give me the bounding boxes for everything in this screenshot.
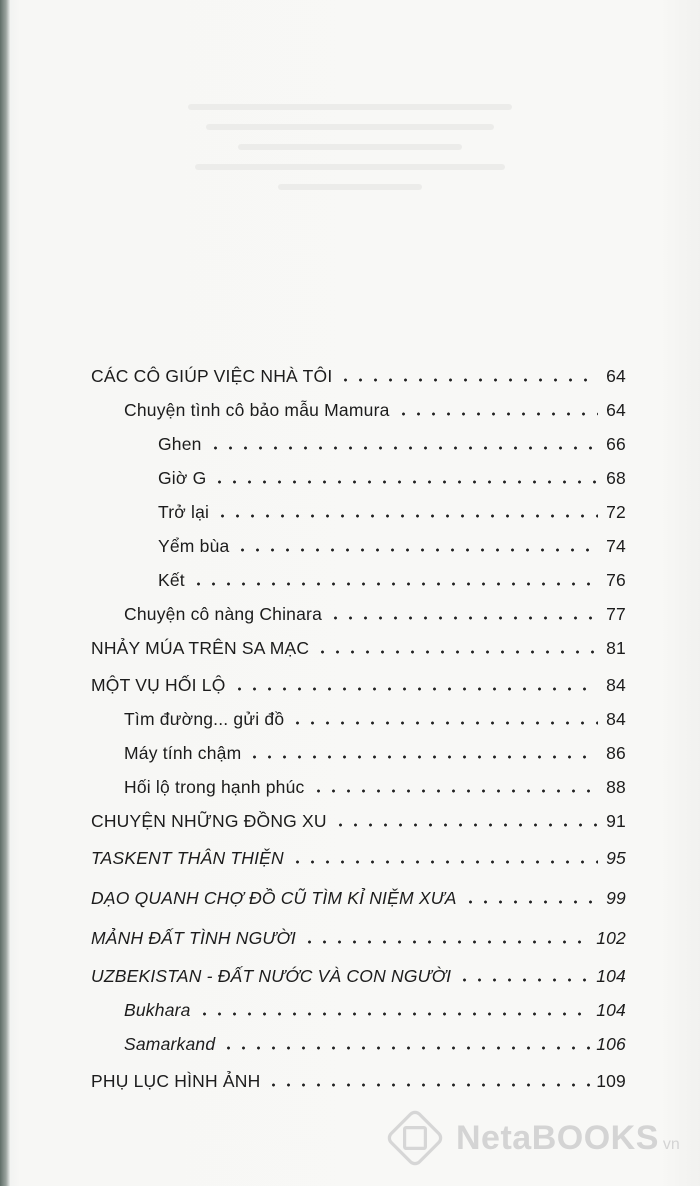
toc-entry xyxy=(91,359,626,393)
dot-leader xyxy=(232,682,598,696)
dot-leader xyxy=(328,611,598,625)
toc-entry xyxy=(91,804,626,838)
toc-entry xyxy=(124,597,626,631)
toc-entry-title: CHUYỆN NHỮNG ĐỒNG XU xyxy=(91,811,327,831)
dot-leader xyxy=(457,973,592,987)
toc-entry-title: MẢNH ĐẤT TÌNH NGƯỜI xyxy=(91,928,296,948)
toc-entry-page: 84 xyxy=(606,709,626,729)
dot-leader xyxy=(463,895,598,909)
toc-entry xyxy=(91,959,626,993)
toc-entry-page: 64 xyxy=(606,400,626,420)
toc-entry-page: 81 xyxy=(606,638,626,658)
toc-entry xyxy=(158,563,626,597)
toc-entry-title: DẠO QUANH CHỢ ĐỒ CŨ TÌM KỈ NIỆM XƯA xyxy=(91,888,457,908)
dot-leader xyxy=(338,373,598,387)
watermark-tld: vn xyxy=(662,1136,680,1153)
toc-entry-title: NHẢY MÚA TRÊN SA MẠC xyxy=(91,638,310,658)
toc-entry-title: CÁC CÔ GIÚP VIỆC NHÀ TÔI xyxy=(91,366,333,386)
toc-entry-title: UZBEKISTAN - ĐẤT NƯỚC VÀ CON NGƯỜI xyxy=(91,966,452,986)
toc-entry xyxy=(91,921,626,955)
toc-entry xyxy=(124,702,626,736)
toc-entry xyxy=(158,529,626,563)
toc-entry-page: 99 xyxy=(606,888,626,908)
toc-entry xyxy=(91,841,626,875)
toc-entry-page: 106 xyxy=(596,1034,626,1054)
toc-entry-page: 95 xyxy=(606,848,626,868)
dot-leader xyxy=(215,509,598,523)
toc-entry-title: Chuyện cô nàng Chinara xyxy=(124,604,323,624)
toc-entry-title: Ghen xyxy=(158,434,202,454)
toc-entry-title: TASKENT THÂN THIỆN xyxy=(91,848,284,868)
toc-entry xyxy=(91,631,626,665)
dot-leader xyxy=(333,818,598,832)
toc-entry-title: Samarkand xyxy=(124,1034,216,1054)
toc-entry xyxy=(124,1027,626,1061)
watermark-brand: NetaBOOKS xyxy=(456,1118,659,1157)
toc-entry-title: Chuyện tình cô bảo mẫu Mamura xyxy=(124,400,390,420)
toc-entry xyxy=(91,881,626,915)
toc-entry-title: Giờ G xyxy=(158,468,207,488)
dot-leader xyxy=(208,441,598,455)
dot-leader xyxy=(212,475,598,489)
toc-entry-page: 66 xyxy=(606,434,626,454)
toc-entry-title: PHỤ LỤC HÌNH ẢNH xyxy=(91,1071,261,1091)
toc-entry xyxy=(91,1064,626,1098)
toc-entry-title: Kết xyxy=(158,570,185,590)
dot-leader xyxy=(266,1078,592,1092)
toc-entry-page: 86 xyxy=(606,743,626,763)
toc-entry xyxy=(124,393,626,427)
toc-entry xyxy=(124,993,626,1027)
toc-entry-title: MỘT VỤ HỐI LỘ xyxy=(91,675,226,695)
toc-entry-title: Hối lộ trong hạnh phúc xyxy=(124,777,305,797)
toc-entry-page: 104 xyxy=(596,966,626,986)
toc-entry-page: 88 xyxy=(606,777,626,797)
toc-entry xyxy=(158,427,626,461)
dot-leader xyxy=(290,855,598,869)
dot-leader xyxy=(247,750,598,764)
toc-entry xyxy=(124,736,626,770)
dot-leader xyxy=(396,407,598,421)
dot-leader xyxy=(311,784,599,798)
toc-entry-page: 84 xyxy=(606,675,626,695)
toc-entry-title: Tìm đường... gửi đồ xyxy=(124,709,285,729)
toc-entry-title: Yểm bùa xyxy=(158,536,230,556)
netabooks-logo-icon xyxy=(384,1107,445,1168)
toc-entry-title: Bukhara xyxy=(124,1000,191,1020)
toc-entry-page: 76 xyxy=(606,570,626,590)
netabooks-watermark xyxy=(388,1108,688,1168)
toc-entry-page: 91 xyxy=(606,811,626,831)
toc-entry-page: 64 xyxy=(606,366,626,386)
toc-entry-title: Máy tính chậm xyxy=(124,743,242,763)
toc-entry xyxy=(158,461,626,495)
dot-leader xyxy=(290,716,598,730)
toc-entry-page: 74 xyxy=(606,536,626,556)
dot-leader xyxy=(197,1007,593,1021)
toc-entry xyxy=(91,668,626,702)
dot-leader xyxy=(235,543,598,557)
toc-entry-page: 109 xyxy=(596,1071,626,1091)
dot-leader xyxy=(302,935,592,949)
toc-entry-page: 68 xyxy=(606,468,626,488)
toc-entry-page: 104 xyxy=(596,1000,626,1020)
toc-entry xyxy=(158,495,626,529)
toc-entry-page: 102 xyxy=(596,928,626,948)
toc-entry-page: 77 xyxy=(606,604,626,624)
toc-entry xyxy=(124,770,626,804)
toc-entry-title: Trở lại xyxy=(158,502,210,522)
dot-leader xyxy=(221,1041,592,1055)
dot-leader xyxy=(315,645,598,659)
dot-leader xyxy=(191,577,598,591)
toc-entry-page: 72 xyxy=(606,502,626,522)
